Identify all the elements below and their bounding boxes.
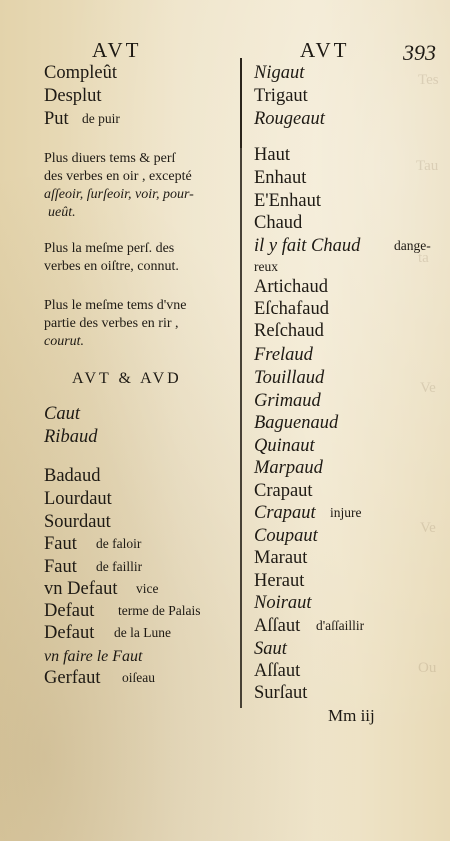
entry-word: Desplut [44, 86, 102, 106]
entry-word: Chaud [254, 213, 303, 233]
entry-word: Crapaut [254, 503, 316, 523]
entry-word: Defaut [44, 623, 95, 643]
entry-note: vice [136, 581, 159, 596]
bleed-through-text: Ve [420, 380, 436, 396]
entry-word: Heraut [254, 571, 305, 591]
column-rule-top [240, 58, 242, 148]
entry-word: vn Defaut [44, 579, 118, 599]
entry-word: Faut [44, 534, 77, 554]
entry-word: Frelaud [254, 345, 313, 365]
entry-note: de faillir [96, 559, 143, 574]
entry-word: Aſſaut [254, 661, 301, 681]
entry-word: Rougeaut [254, 109, 325, 129]
bleed-through-text: Ou [418, 660, 437, 676]
section-heading: AVT & AVD [72, 370, 182, 387]
entry-word: Haut [254, 145, 290, 165]
bleed-through-text: Tes [418, 72, 439, 88]
entry-word: Touillaud [254, 368, 325, 388]
note-line: des verbes en oir , excepté [44, 169, 192, 184]
grammar-note [44, 150, 194, 222]
entry-word: Enhaut [254, 168, 307, 188]
note-line: partie des verbes en rir , [44, 316, 179, 331]
entry-note: de puir [82, 111, 120, 126]
bleed-through-text: Ve [420, 520, 436, 536]
note-line: courut. [44, 334, 85, 349]
entry-note: terme de Palais [118, 603, 201, 618]
grammar-note [44, 240, 179, 276]
page-number: 393 [403, 40, 436, 65]
entry-word: Baguenaud [254, 413, 339, 433]
entry-word: Marpaud [254, 458, 323, 478]
entry-note: dange- [394, 238, 431, 253]
entry-word: Faut [44, 557, 77, 577]
entry-word: Crapaut [254, 481, 313, 501]
column-rule [240, 148, 242, 708]
entry-word: Reſchaud [254, 321, 324, 341]
note-line: ueût. [48, 205, 76, 220]
running-head-right: AVT [300, 38, 350, 62]
entry-word: Maraut [254, 548, 308, 568]
entry-word: Aſſaut [254, 616, 301, 636]
grammar-note [44, 297, 187, 351]
entry-word: Coupaut [254, 526, 318, 546]
entry-word: Compleût [44, 63, 117, 83]
entry-word: reux [254, 259, 278, 274]
entry-word: Artichaud [254, 277, 328, 297]
entry-note: de faloir [96, 536, 142, 551]
entry-word: Noiraut [254, 593, 312, 613]
entry-word: vn faire le Faut [44, 648, 143, 665]
note-line: verbes en oiſtre, connut. [44, 259, 179, 274]
entry-word: Badaud [44, 466, 101, 486]
running-head-left: AVT [92, 38, 142, 62]
entry-word: Surſaut [254, 683, 308, 703]
entry-word: il y fait Chaud [254, 236, 361, 256]
note-line: Plus diuers tems & perſ [44, 151, 176, 166]
entry-word: Saut [254, 639, 287, 659]
entry-note: oiſeau [122, 670, 155, 685]
entry-note: d'aſſaillir [316, 618, 365, 633]
entry-word: Ribaud [44, 427, 98, 447]
entry-word: Put [44, 109, 69, 129]
bleed-through-text: ta [418, 250, 429, 266]
entry-word: Sourdaut [44, 512, 111, 532]
entry-note: injure [330, 505, 362, 520]
entry-word: Gerfaut [44, 668, 101, 688]
entry-word: Lourdaut [44, 489, 112, 509]
note-line: Plus le meſme tems d'vne [44, 298, 187, 313]
entry-word: Nigaut [254, 63, 305, 83]
entry-word: Caut [44, 404, 80, 424]
entry-word: E'Enhaut [254, 191, 322, 211]
entry-note: de la Lune [114, 625, 171, 640]
note-line: aſſeoir, ſurſeoir, voir, pour- [44, 187, 194, 202]
entry-word: Defaut [44, 601, 95, 621]
entry-word: Quinaut [254, 436, 315, 456]
entry-word: Grimaud [254, 391, 321, 411]
note-line: Plus la meſme perſ. des [44, 241, 175, 256]
entry-word: Eſchafaud [254, 299, 329, 319]
bleed-through-text: Tau [416, 158, 439, 174]
entry-word: Trigaut [254, 86, 308, 106]
signature-mark: Mm iij [328, 706, 375, 725]
